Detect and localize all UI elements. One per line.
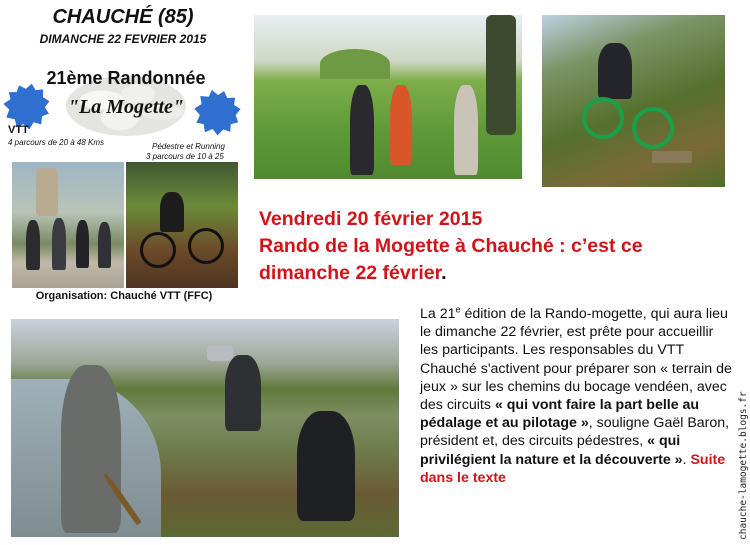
walker-figure	[26, 220, 40, 270]
poster-pedestre-label: Pédestre et Running	[152, 142, 225, 151]
poster-edition: 21ème Randonnée	[46, 68, 206, 88]
rider-figure	[160, 192, 184, 232]
poster-vtt-parcours: 4 parcours de 20 à 48 Kms	[8, 138, 105, 147]
bike-wheel	[632, 107, 674, 149]
article-body	[420, 305, 735, 487]
bike-wheel	[582, 97, 624, 139]
headline-period: .	[441, 262, 447, 284]
rider-figure	[598, 43, 632, 99]
walker-figure	[454, 85, 478, 175]
bike-wheel	[140, 232, 176, 268]
poster-town: CHAUCHÉ (85)	[52, 6, 194, 28]
poster-event-name: "La Mogette"	[67, 96, 185, 118]
wooden-ramp	[652, 151, 692, 163]
poster-photo-mountain-bike	[126, 162, 238, 288]
photo-bike-jump	[542, 15, 725, 187]
read-more-link[interactable]: Suite dans le texte	[420, 451, 726, 486]
walker-figure	[390, 85, 412, 165]
hill-shape	[320, 49, 390, 79]
poster-date: DIMANCHE 22 FEVRIER 2015	[39, 32, 207, 46]
headline-title: Rando de la Mogette à Chauché : c’est ce	[259, 235, 643, 257]
article-quote-2: « qui privilégient la nature et la découverte »	[420, 433, 683, 468]
poster-photo-walkers	[12, 162, 124, 288]
article-headline	[259, 206, 739, 287]
article-text-2: édition de la Rando-mogette, qui aura lieu le dimanche 22 février, est prête pour accueillir les participants. Les responsables du VTT Chauché s'activent pour préparer son « terrain de jeux » sur les chemins du bocage vendéen, avec des circuits	[420, 306, 732, 414]
worker-figure	[225, 355, 261, 431]
photo-trail-workers	[11, 319, 399, 537]
walker-figure	[76, 220, 89, 268]
article-ordinal-sup: e	[455, 304, 461, 315]
article-text-3: , souligne Gaël Baron, président et, des circuits pédestres,	[420, 415, 730, 450]
worker-figure	[61, 365, 121, 533]
headline-title-end	[259, 260, 739, 287]
poster-organisation: Organisation: Chauché VTT (FFC)	[35, 290, 213, 302]
bike-wheel	[188, 228, 224, 264]
poster-vtt-label: VTT	[8, 124, 29, 136]
article-text-4: .	[682, 451, 691, 468]
event-poster	[6, 4, 240, 304]
poster-running-parcours: 3 parcours de 10 à 25	[146, 152, 224, 161]
photo-walkers-on-hill	[254, 15, 522, 179]
blog-watermark: chauche-lamogette.blogs.fr	[738, 391, 749, 540]
article-quote-1: « qui vont faire la part belle au pédalage et au pilotage »	[420, 397, 700, 432]
headline-title-line3: dimanche 22 février	[259, 262, 442, 284]
tree-trunk	[486, 15, 516, 135]
walker-figure	[98, 222, 111, 268]
walker-figure	[350, 85, 374, 175]
worker-figure	[297, 411, 355, 521]
walker-figure	[52, 218, 66, 270]
tower-image	[36, 168, 58, 216]
headline-date: Vendredi 20 février 2015	[259, 208, 483, 230]
article-text-1: La 21	[420, 306, 456, 322]
parked-car	[207, 345, 233, 361]
